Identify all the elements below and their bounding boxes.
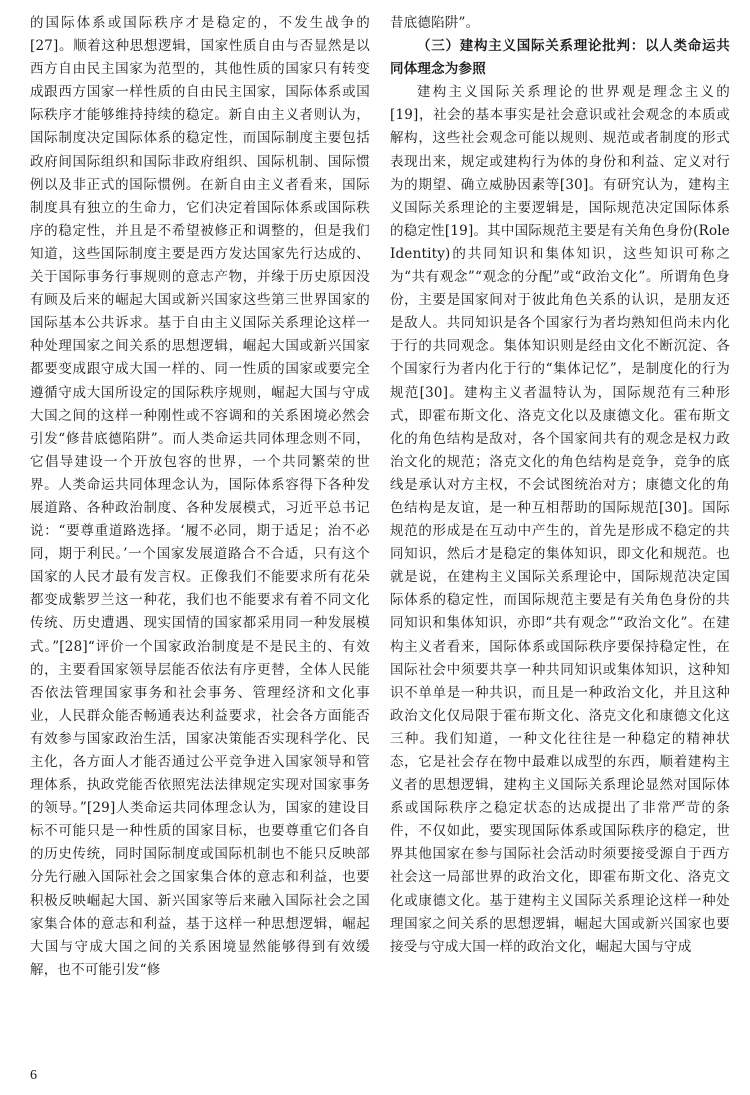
page-number: 6 xyxy=(30,1068,37,1083)
section-heading: （三）建构主义国际关系理论批判：以人类命运共同体理念为参照 xyxy=(390,38,730,78)
left-column xyxy=(30,12,370,982)
right-column xyxy=(390,12,730,959)
paragraph-continuation: 昔底德陷阱”。 xyxy=(390,15,480,31)
paragraph: 的国际体系或国际秩序才是稳定的，不发生战争的[27]。顺着这种思想逻辑，国家性质自由与否显然是以西方自由民主国家为范型的，其他性质的国家只有转变成跟西方国家一样性质的自由民主国家，国际体系或国际秩序才能够维持持续的稳定。新自由主义者则认为，国际制度决定国际体系的稳定性，而国际制度主要包括政府间国际组织和国际非政府组织、国际机制、国际惯例以及非正式的国际惯例。在新自由主义者看来，国际制度具有独立的生命力，它们决定着国际体系或国际秩序的稳定性，并且是不希望被修正和调整的，但是我们知道，这些国际制度主要是西方发达国家先行达成的、关于国际事务行事规则的意志产物，并缘于历史原因没有顾及后来的崛起大国或新兴国家这些第三世界国家的国际基本公共诉求。基于自由主义国际关系理论这样一种处理国家之间关系的思想逻辑，崛起大国或新兴国家都要变成跟守成大国一样的、同一性质的国家或要完全遵循守成大国所设定的国际秩序规则，崛起大国与守成大国之间的这样一种刚性或不容调和的关系困境必然会引发“修昔底德陷阱”。而人类命运共同体理念则不同，它倡导建设一个开放包容的世界，一个共同繁荣的世界。人类命运共同体理念认为，国际体系容得下各种发展道路、各种政治制度、各种发展模式，习近平总书记说：“要尊重道路选择。‘履不必同，期于适足；治不必同，期于利民。’一个国家发展道路合不合适，只有这个国家的人民才最有发言权。正像我们不能要求所有花朵都变成紫罗兰这一种花，我们也不能要求有着不同文化传统、历史遭遇、现实国情的国家都采用同一种发展模式。”[28]“评价一个国家政治制度是不是民主的、有效的，主要看国家领导层能否依法有序更替，全体人民能否依法管理国家事务和社会事务、管理经济和文化事业，人民群众能否畅通表达利益要求，社会各方面能否有效参与国家政治生活，国家决策能否实现科学化、民主化，各方面人才能否通过公平竞争进入国家领导和管理体系，执政党能否依照宪法法律规定实现对国家事务的领导。”[29]人类命运共同体理念认为，国家的建设目标不可能只是一种性质的国家目标，也要尊重它们各自的历史传统，同时国际制度或国际机制也不能只反映部分先行融入国际社会之国家集合体的意志和利益，也要积极反映崛起大国、新兴国家等后来融入国际社会之国家集合体的意志和利益，基于这样一种思想逻辑，崛起大国与守成大国之间的关系困境显然能够得到有效缓解，也不可能引发“修 xyxy=(30,15,370,978)
paragraph: 建构主义国际关系理论的世界观是理念主义的[19]，社会的基本事实是社会意识或社会观念的本质或解构，这些社会观念可能以规则、规范或者制度的形式表现出来，规定或建构行为体的身份和利益、定义对行为的期望、确立威胁因素等[30]。有研究认为，建构主义国际关系理论的主要逻辑是，国际规范决定国际体系的稳定性[19]。其中国际规范主要是有关角色身份(Role Identity)的共同知识和集体知识，这些知识可称之为“共有观念”“观念的分配”或“政治文化”。所谓角色身份，主要是国家间对于彼此角色关系的认识，是朋友还是敌人。共同知识是各个国家行为者均熟知但尚未内化于行的共同观念。集体知识则是经由文化不断沉淀、各个国家行为者内化于行的“集体记忆”，是制度化的行为规范[30]。建构主义者温特认为，国际规范有三种形式，即霍布斯文化、洛克文化以及康德文化。霍布斯文化的角色结构是敌对，各个国家间共有的观念是权力政治文化的规范；洛克文化的角色结构是竞争，竞争的底线是承认对方主权，不会试图统治对方；康德文化的角色结构是友谊，是一种互相帮助的国际规范[30]。国际规范的形成是在互动中产生的，首先是形成不稳定的共同知识，然后才是稳定的集体知识，即文化和规范。也就是说，在建构主义国际关系理论中，国际规范决定国际体系的稳定性，而国际规范主要是有关角色身份的共同知识和集体知识，亦即“共有观念”“政治文化”。在建构主义者看来，国际体系或国际秩序要保持稳定性，在国际社会中须要共享一种共同知识或集体知识，这种知识不单单是一种共识，而且是一种政治文化，并且这种政治文化仅局限于霍布斯文化、洛克文化和康德文化这三种。我们知道，一种文化往往是一种稳定的精神状态，它是社会存在物中最难以成型的东西，顺着建构主义者的思想逻辑，建构主义国际关系理论显然对国际体系或国际秩序之稳定状态的达成提出了非常严苛的条件，不仅如此，要实现国际体系或国际秩序的稳定，世界其他国家在参与国际社会活动时须要接受源自于西方社会这一局部世界的政治文化，即霍布斯文化、洛克文化或康德文化。基于建构主义国际关系理论这样一种处理国家之间关系的思想逻辑，崛起大国或新兴国家也要接受与守成大国一样的政治文化，崛起大国与守成 xyxy=(390,84,730,955)
